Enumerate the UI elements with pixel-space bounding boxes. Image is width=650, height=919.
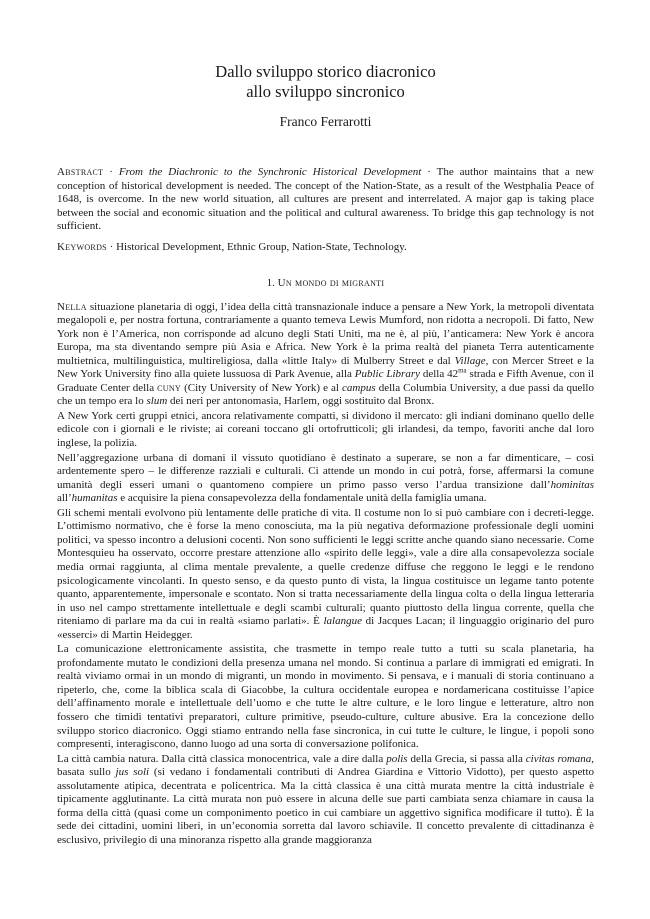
text-run: (si vedano i fondamentali contributi di Andrea Giardina e Vittorio Vidotto), per questo aspetto assolutamente atipica, decentrata e policentrica. Ma la città classica è una città murata mentre la città industriale è tipicamente agglutinante. La città murata non può essere in alcuna delle sue parti cambiata senza chiamare in causa la forma della città (quasi come un componimento poetico in cui cambiare un aggettivo significa modificare il tutto). È la sede dei cittadini, uomini liberi, in un’economia sorretta dal lavoro schiavile. Il concetto prevalente di cittadinanza è esclusivo, privilegio di una minoranza rispetto alla grande maggioranza	[57, 766, 594, 846]
paragraph-3	[57, 452, 594, 506]
section-number: 1.	[266, 276, 278, 289]
text-run: all’	[57, 492, 72, 505]
ordinal-superscript: ma	[458, 366, 467, 375]
title-line-1: Dallo sviluppo storico diacronico	[215, 62, 436, 81]
text-run: , con Mercer Street e la New York University fino alla quiete lussuosa di Park Avenue, alla	[57, 354, 594, 381]
text-run: situazione planetaria di oggi, l’idea della città transnazionale induce a pensare a New York, la metropoli diventata megalopoli e, per nostra fortuna, contrariamente a quanto temeva Lewis Mumford, non ridotta a necropoli. Di fatto, New York non è l’America, non corrisponde ad alcuno degli Stati Uniti, ma ne è, al più, l’anticamera: New York è ancora Europa, ma sta diventando sempre più Asia e Africa. New York è la prima realtà del pianeta Terra autenticamente multietnica, multilinguistica, multireligiosa, dalla «little Italy» di Mulberry Street e dal	[57, 300, 594, 367]
paragraph-4	[57, 507, 594, 642]
italic-term: Public Library	[354, 368, 420, 381]
section-title: Un mondo di migranti	[277, 276, 385, 289]
abstract-label: Abstract	[57, 166, 104, 178]
author-name: Franco Ferrarotti	[279, 114, 372, 129]
section-heading	[57, 277, 594, 289]
text-run: della Columbia University, a due passi da quello che un tempo era lo	[57, 381, 594, 408]
italic-term: slum	[146, 395, 168, 408]
text-run: della 42	[419, 368, 459, 381]
text-run: e acquisire la piena consapevolezza della fondamentale unità della famiglia umana.	[117, 492, 487, 505]
italic-term: polis	[386, 752, 408, 765]
paragraph-5: La comunicazione elettronicamente assistita, che trasmette in tempo reale tutto a tutti su scala planetaria, ha profondamente mutato le condizioni della presenza umana nel mondo. Si continua a parlare di immigrati ed emigrati. In realtà viviamo ormai in un mondo di migranti, un mondo in movimento. Si pensava, e i manuali di storia continuano a ripeterlo, che, come la biblica scala di Giacobbe, la cultura occidentale europea e nordamericana costituisse l’apice dell’affinamento morale e intellettuale dell’uomo e che tutte le altre culture, e le loro lingue e letterature, altro non fossero che timidi tentativi preparatori, culture primitive, pseudo-culture, culture abusive. Era la concezione dello sviluppo storico diacronico. Oggi stiamo entrando nella fase sincronica, in cui tutte le culture, le lingue, i popoli sono compresenti, interagiscono, danno luogo ad una sorta di conversazione polifonica.	[57, 643, 594, 751]
paragraph-1	[57, 301, 594, 409]
text-run: strada e Fifth Avenue, con il Graduate Center della	[57, 368, 594, 394]
text-run: Gli schemi mentali evolvono più lentamente delle pratiche di vita. Il costume non lo si può cambiare con i decreti-legge. L’ottimismo normativo, che è forse la meno conosciuta, ma la più negativa deformazione professionale degli uomini politici, va spesso incontro a delusioni cocenti. Non sono sufficienti le leggi scritte anche quando siano necessarie. Come Montesquieu ha osservato, occorre prestare attenzione allo «spirito delle leggi», vale a dire alla consapevolezza sociale media ormai raggiunta, al clima mentale prevalente, a quelle credenze diffuse che reggono le leggi e le rendono psicologicamente vincolanti. In questo senso, e da questo punto di vista, la lingua costituisce un legame tanto potente quanto, apparentemente, impersonale e scontato. Non si tratta necessariamente della lingua colta o della lingua letteraria in uso nel campo strettamente intellettuale e degli scambi culturali; quanto piuttosto della lingua corrente, quella che riteniamo di parlare ma da cui in realtà «siamo parlati». È	[57, 506, 594, 628]
title-line-2: allo sviluppo sincronico	[246, 82, 405, 101]
text-run: La città cambia natura. Dalla città classica monocentrica, vale a dire dalla	[57, 752, 387, 765]
text-run: di Jacques Lacan; il linguaggio originario del puro «esserci» di Martin Heidegger.	[57, 615, 594, 641]
keywords-text: · Historical Development, Ethnic Group, Nation-State, Technology.	[106, 240, 407, 253]
acronym: cuny	[157, 381, 182, 394]
text-run: , basata sullo	[57, 752, 595, 779]
text-run: dei neri per antonomasia, Harlem, oggi sostituito dal Bronx.	[167, 395, 435, 408]
italic-term: jus soli	[115, 766, 150, 779]
article-title	[57, 0, 594, 102]
text-run: (City University of New York) e al	[181, 381, 343, 394]
keywords-label: Keywords	[57, 240, 107, 253]
abstract	[57, 166, 594, 234]
abstract-text: · The author maintains that a new conception of historical development is needed. The concept of the Nation-State, as a result of the Westphalia Peace of 1648, is overcome. In the new world situation, all cultures are present and interrelated. A major gap is taking place between the social and economic situation and the political and cultural awareness. To bridge this gap technology is not sufficient.	[57, 166, 594, 233]
italic-term: Village	[454, 354, 486, 367]
italic-term: lalangue	[323, 615, 362, 628]
abstract-subtitle: From the Diachronic to the Synchronic Historical Development	[118, 166, 422, 178]
article-body	[57, 301, 594, 848]
text-run: Nell’aggregazione urbana di domani il vissuto quotidiano è destinato a superare, se non a far dimenticare, – così ardentemente spero – le differenze razziali e culturali. Ci attende un mondo in cui potrà, forse, affermarsi la comune umanità degli esseri umani o quantomeno compiere un primo passo verso l’ardua transizione dall’	[57, 451, 594, 491]
text-run: della Grecia, si passa alla	[407, 752, 526, 765]
paragraph-6	[57, 753, 594, 848]
abstract-separator: ·	[103, 166, 119, 178]
italic-term: campus	[342, 381, 376, 394]
paragraph-lead-word: Nella	[57, 300, 87, 313]
italic-term: hominitas	[550, 478, 594, 491]
italic-term: humanitas	[71, 492, 118, 505]
paragraph-2: A New York certi gruppi etnici, ancora relativamente compatti, si dividono il mercato: gli indiani dominano quello delle edicole con i giornali e le riviste; ai coreani toccano gli ortofrutticoli; gli irlandesi, da tempo, favoriti anche dal loro inglese, la polizia.	[57, 409, 594, 450]
italic-term: civitas romana	[525, 752, 592, 765]
keywords	[57, 241, 594, 255]
